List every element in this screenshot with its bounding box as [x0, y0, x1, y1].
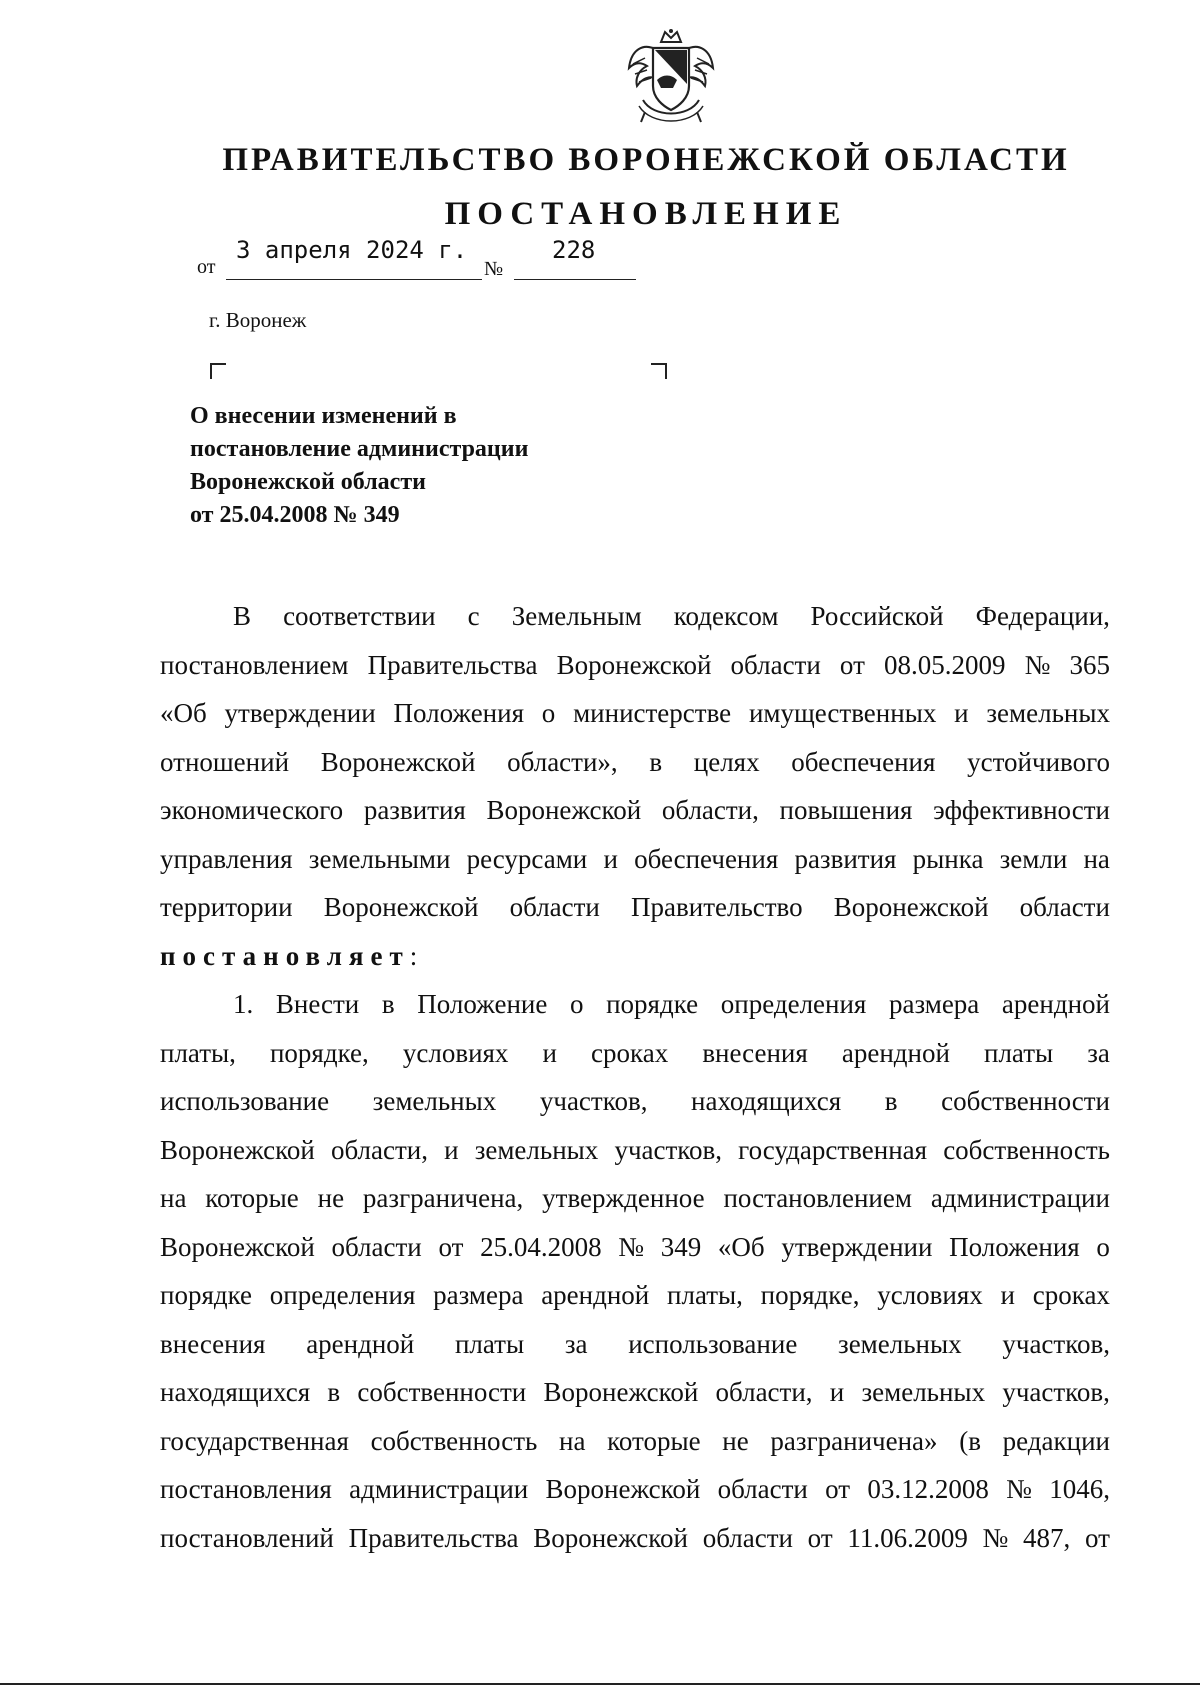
body-line	[160, 1514, 1110, 1563]
body-word: №	[982, 1522, 1009, 1553]
body-word: и	[829, 1377, 845, 1407]
body-word: администрации	[930, 1183, 1110, 1213]
page-bottom-rule	[0, 1683, 1200, 1685]
body-word: порядке	[606, 989, 699, 1019]
body-word: области	[730, 649, 821, 680]
body-word: министерстве	[573, 698, 732, 728]
body-word: о	[569, 989, 584, 1019]
date-from-label: от	[197, 256, 216, 278]
body-word: 1.	[233, 989, 254, 1019]
body-word: Воронежской	[533, 1522, 688, 1553]
body-word: области	[331, 1231, 422, 1262]
body-word: области»,	[507, 746, 618, 777]
body-word: Воронежской	[556, 649, 712, 680]
body-line	[160, 1417, 1110, 1466]
body-word: сроках	[591, 1037, 669, 1068]
body-word: и	[542, 1037, 557, 1068]
body-word: с	[467, 601, 480, 631]
body-word: не	[317, 1183, 345, 1213]
body-word: участков,	[1002, 1377, 1110, 1407]
body-word: постановлением	[723, 1183, 912, 1213]
body-word: определения	[720, 989, 867, 1019]
body-word: Воронежской	[543, 1377, 699, 1407]
body-word: которые	[205, 1183, 299, 1213]
body-word: государственная	[738, 1134, 928, 1165]
body-line	[160, 689, 1110, 738]
body-word: на	[559, 1425, 586, 1456]
body-word: Правительства	[367, 649, 538, 680]
document-number: 228	[552, 236, 596, 264]
document-type-title: ПОСТАНОВЛЕНИЕ	[444, 196, 848, 232]
body-word: платы	[984, 1037, 1054, 1068]
body-word: постановлением	[160, 649, 349, 680]
body-word: утверждении	[224, 698, 376, 728]
body-word: Положения	[949, 1231, 1080, 1262]
body-line	[160, 1029, 1110, 1078]
body-line	[160, 1368, 1110, 1417]
body-line	[160, 835, 1110, 884]
subject-line: от 25.04.2008 № 349	[190, 502, 400, 528]
body-word: Воронежской	[486, 795, 642, 825]
body-word: земельных	[861, 1377, 986, 1407]
body-word: развития	[363, 795, 466, 825]
body-word: обеспечения	[791, 746, 936, 777]
body-word: Положения	[393, 698, 524, 728]
body-word: государственная	[160, 1425, 349, 1456]
body-word: 03.12.2008	[867, 1474, 989, 1504]
body-word: от	[839, 649, 865, 680]
body-line	[160, 738, 1110, 787]
body-word: размера	[433, 1280, 524, 1310]
body-word: редакции	[1002, 1425, 1110, 1456]
subject-corner-mark-left	[210, 363, 226, 379]
subject-line: Воронежской области	[190, 469, 426, 495]
body-word: внесения	[702, 1037, 808, 1068]
body-word: собственности	[357, 1377, 527, 1407]
body-word: использование	[160, 1086, 330, 1116]
date-underline	[226, 279, 482, 280]
body-word: платы,	[667, 1280, 743, 1310]
body-word: территории	[160, 892, 293, 922]
body-word: от	[438, 1231, 464, 1262]
city-name: г. Воронеж	[209, 308, 307, 332]
resolves-colon: :	[409, 940, 418, 971]
body-word: не	[722, 1425, 749, 1456]
body-word: 365	[1069, 649, 1110, 680]
body-word: 25.04.2008	[480, 1231, 602, 1262]
body-word: 487,	[1023, 1522, 1071, 1553]
body-word: Внести	[275, 989, 360, 1019]
body-word: области,	[330, 1134, 428, 1165]
body-word: собственности	[941, 1086, 1110, 1116]
body-word: в	[884, 1086, 898, 1116]
body-word: внесения	[160, 1328, 266, 1359]
body-word: утвержденное	[542, 1183, 705, 1213]
subject-corner-mark-right	[651, 363, 667, 379]
body-word: №	[1006, 1474, 1032, 1504]
subject-line: О внесении изменений в	[190, 403, 457, 429]
body-line	[160, 1223, 1110, 1272]
body-word: земельных	[372, 1086, 497, 1116]
body-word: находящихся	[160, 1377, 311, 1407]
body-word: порядке,	[269, 1037, 369, 1068]
body-word: Земельным	[511, 601, 642, 631]
body-word: и	[444, 1134, 459, 1165]
body-word: 1046,	[1049, 1474, 1110, 1504]
body-word: Федерации,	[975, 601, 1110, 631]
body-word: земельных	[838, 1328, 962, 1359]
document-date: 3 апреля 2024 г.	[236, 236, 468, 264]
body-word: Правительства	[348, 1522, 519, 1553]
body-word: Воронежской	[323, 892, 479, 922]
body-word: использование	[628, 1328, 798, 1359]
body-word: и	[954, 698, 969, 728]
body-word: разграничена»	[770, 1425, 938, 1456]
body-word: Воронежской	[545, 1474, 701, 1504]
coat-of-arms-emblem	[623, 28, 719, 128]
body-line	[160, 1126, 1110, 1175]
body-word: отношений	[160, 746, 290, 777]
body-word: определения	[269, 1280, 416, 1310]
body-word: постановлений	[160, 1522, 334, 1553]
body-word: порядке,	[760, 1280, 860, 1310]
body-line	[160, 1465, 1110, 1514]
body-word: Российской	[810, 601, 944, 631]
body-word: и	[1000, 1280, 1015, 1310]
body-word: №	[618, 1231, 645, 1262]
body-word: эффективности	[933, 795, 1110, 825]
body-word: от	[807, 1522, 833, 1553]
body-word: в	[327, 1377, 341, 1407]
body-word: Воронежской	[833, 892, 989, 922]
body-word: Воронежской	[320, 746, 476, 777]
body-line	[160, 786, 1110, 835]
body-word: размера	[888, 989, 980, 1019]
body-word: Правительство	[631, 892, 803, 922]
body-line	[160, 1271, 1110, 1320]
body-word: повышения	[779, 795, 913, 825]
body-word: и	[603, 843, 618, 874]
body-word: арендной	[306, 1328, 415, 1359]
body-word: в	[381, 989, 395, 1019]
body-word: земельных	[986, 698, 1110, 728]
body-word: В	[233, 601, 252, 631]
body-word: условиях	[877, 1280, 983, 1310]
body-word: порядке	[160, 1280, 253, 1310]
body-word: соответствии	[283, 601, 436, 631]
document-body	[160, 592, 1110, 1562]
body-word: Воронежской	[160, 1231, 315, 1262]
body-line	[160, 883, 1110, 932]
subject-line: постановление администрации	[190, 436, 529, 462]
body-word: 349	[660, 1231, 702, 1262]
body-word: земельных	[474, 1134, 599, 1165]
body-word: области	[717, 1474, 808, 1504]
body-word: собственность	[943, 1134, 1110, 1165]
body-word: в	[649, 746, 663, 777]
government-title: ПРАВИТЕЛЬСТВО ВОРОНЕЖСКОЙ ОБЛАСТИ	[222, 142, 1070, 178]
body-line	[160, 980, 1110, 1029]
body-word: Положение	[417, 989, 548, 1019]
body-word: 08.05.2009	[883, 649, 1006, 680]
body-word: устойчивого	[967, 746, 1110, 777]
document-subject	[190, 400, 710, 532]
body-word: о	[1096, 1231, 1110, 1262]
body-word: находящихся	[691, 1086, 842, 1116]
body-word: собственность	[370, 1425, 538, 1456]
body-word: постановления	[160, 1474, 332, 1504]
body-word: сроках	[1032, 1280, 1110, 1310]
body-word: которые	[607, 1425, 701, 1456]
body-line	[160, 641, 1110, 690]
body-word: 11.06.2009	[847, 1522, 968, 1553]
body-word: рынка	[912, 843, 984, 874]
body-word: участков,	[614, 1134, 723, 1165]
body-word: области	[702, 1522, 793, 1553]
body-word: от	[1084, 1522, 1110, 1553]
body-word: платы	[454, 1328, 525, 1359]
body-word: управления	[160, 843, 293, 874]
body-word: обеспечения	[634, 843, 779, 874]
body-word: утверждении	[781, 1231, 933, 1262]
body-word: за	[1087, 1037, 1110, 1068]
body-word: области	[509, 892, 600, 922]
body-word: «Об	[717, 1231, 765, 1262]
body-word: условиях	[402, 1037, 509, 1068]
body-line	[160, 1077, 1110, 1126]
body-word: участков,	[1002, 1328, 1110, 1359]
body-word: на	[160, 1183, 187, 1213]
body-word: ресурсами	[466, 843, 588, 874]
body-word: «Об	[160, 698, 207, 728]
body-word: области	[1019, 892, 1110, 922]
body-word: от	[825, 1474, 851, 1504]
body-line	[160, 592, 1110, 641]
body-word: (в	[959, 1425, 981, 1456]
body-word: арендной	[841, 1037, 950, 1068]
body-word: администрации	[349, 1474, 529, 1504]
number-underline	[514, 279, 636, 280]
body-word: целях	[693, 746, 760, 777]
body-word: участков,	[539, 1086, 648, 1116]
body-word: экономического	[160, 795, 344, 825]
body-word: о	[541, 698, 556, 728]
body-word: разграничена,	[362, 1183, 524, 1213]
body-word: области,	[661, 795, 759, 825]
resolves-word: постановляет	[160, 940, 410, 971]
body-line	[160, 1320, 1110, 1369]
body-word: имущественных	[748, 698, 937, 728]
body-word: арендной	[1001, 989, 1110, 1019]
body-word: на	[1083, 843, 1110, 874]
body-word: за	[564, 1328, 588, 1359]
body-word: Воронежской	[160, 1134, 315, 1165]
body-word: кодексом	[673, 601, 779, 631]
body-word: №	[1024, 649, 1051, 680]
body-line	[160, 1174, 1110, 1223]
body-word: земли	[999, 843, 1068, 874]
body-word: области,	[715, 1377, 813, 1407]
body-line-resolves	[160, 932, 1110, 981]
body-word: арендной	[541, 1280, 650, 1310]
document-number-label: №	[484, 258, 504, 280]
body-word: земельными	[308, 843, 451, 874]
body-word: развития	[794, 843, 897, 874]
body-word: платы,	[160, 1037, 236, 1068]
